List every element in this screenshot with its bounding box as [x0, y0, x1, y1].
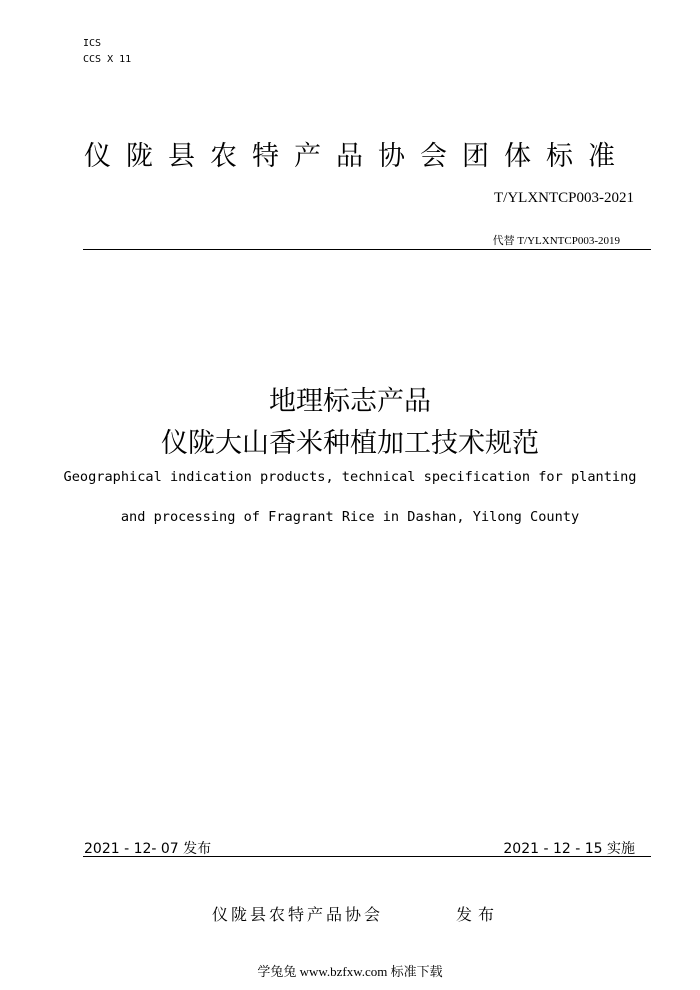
- title-zh-line2: 仪陇大山香米种植加工技术规范: [161, 428, 539, 459]
- standard-code: T/YLXNTCP003-2021: [494, 190, 634, 206]
- publisher-name: 仪陇县农特产品协会: [212, 905, 384, 924]
- replaces-standard: 代替 T/YLXNTCP003-2019: [492, 235, 620, 247]
- ics-label: ICS: [83, 38, 102, 49]
- implementation-date: 2021 - 12 - 15 实施: [503, 841, 635, 857]
- footer-watermark-text: 学兔兔 www.bzfxw.com 标准下载: [257, 964, 443, 979]
- title-en-line1: Geographical indication products, technical specification for planting: [63, 469, 637, 485]
- ccs-label: CCS X 11: [83, 54, 132, 65]
- title-en-line2: and processing of Fragrant Rice in Dashan, Yilong County: [120, 509, 580, 525]
- issue-date: 2021 - 12- 07 发布: [84, 841, 212, 857]
- bottom-divider: [83, 856, 651, 857]
- title-zh-line1: 地理标志产品: [269, 386, 431, 417]
- publish-label: 发布: [456, 905, 501, 924]
- top-divider: [83, 249, 651, 250]
- organization-title: 仪陇县农特产品协会团体标准: [84, 141, 630, 172]
- classification-block: [83, 36, 131, 68]
